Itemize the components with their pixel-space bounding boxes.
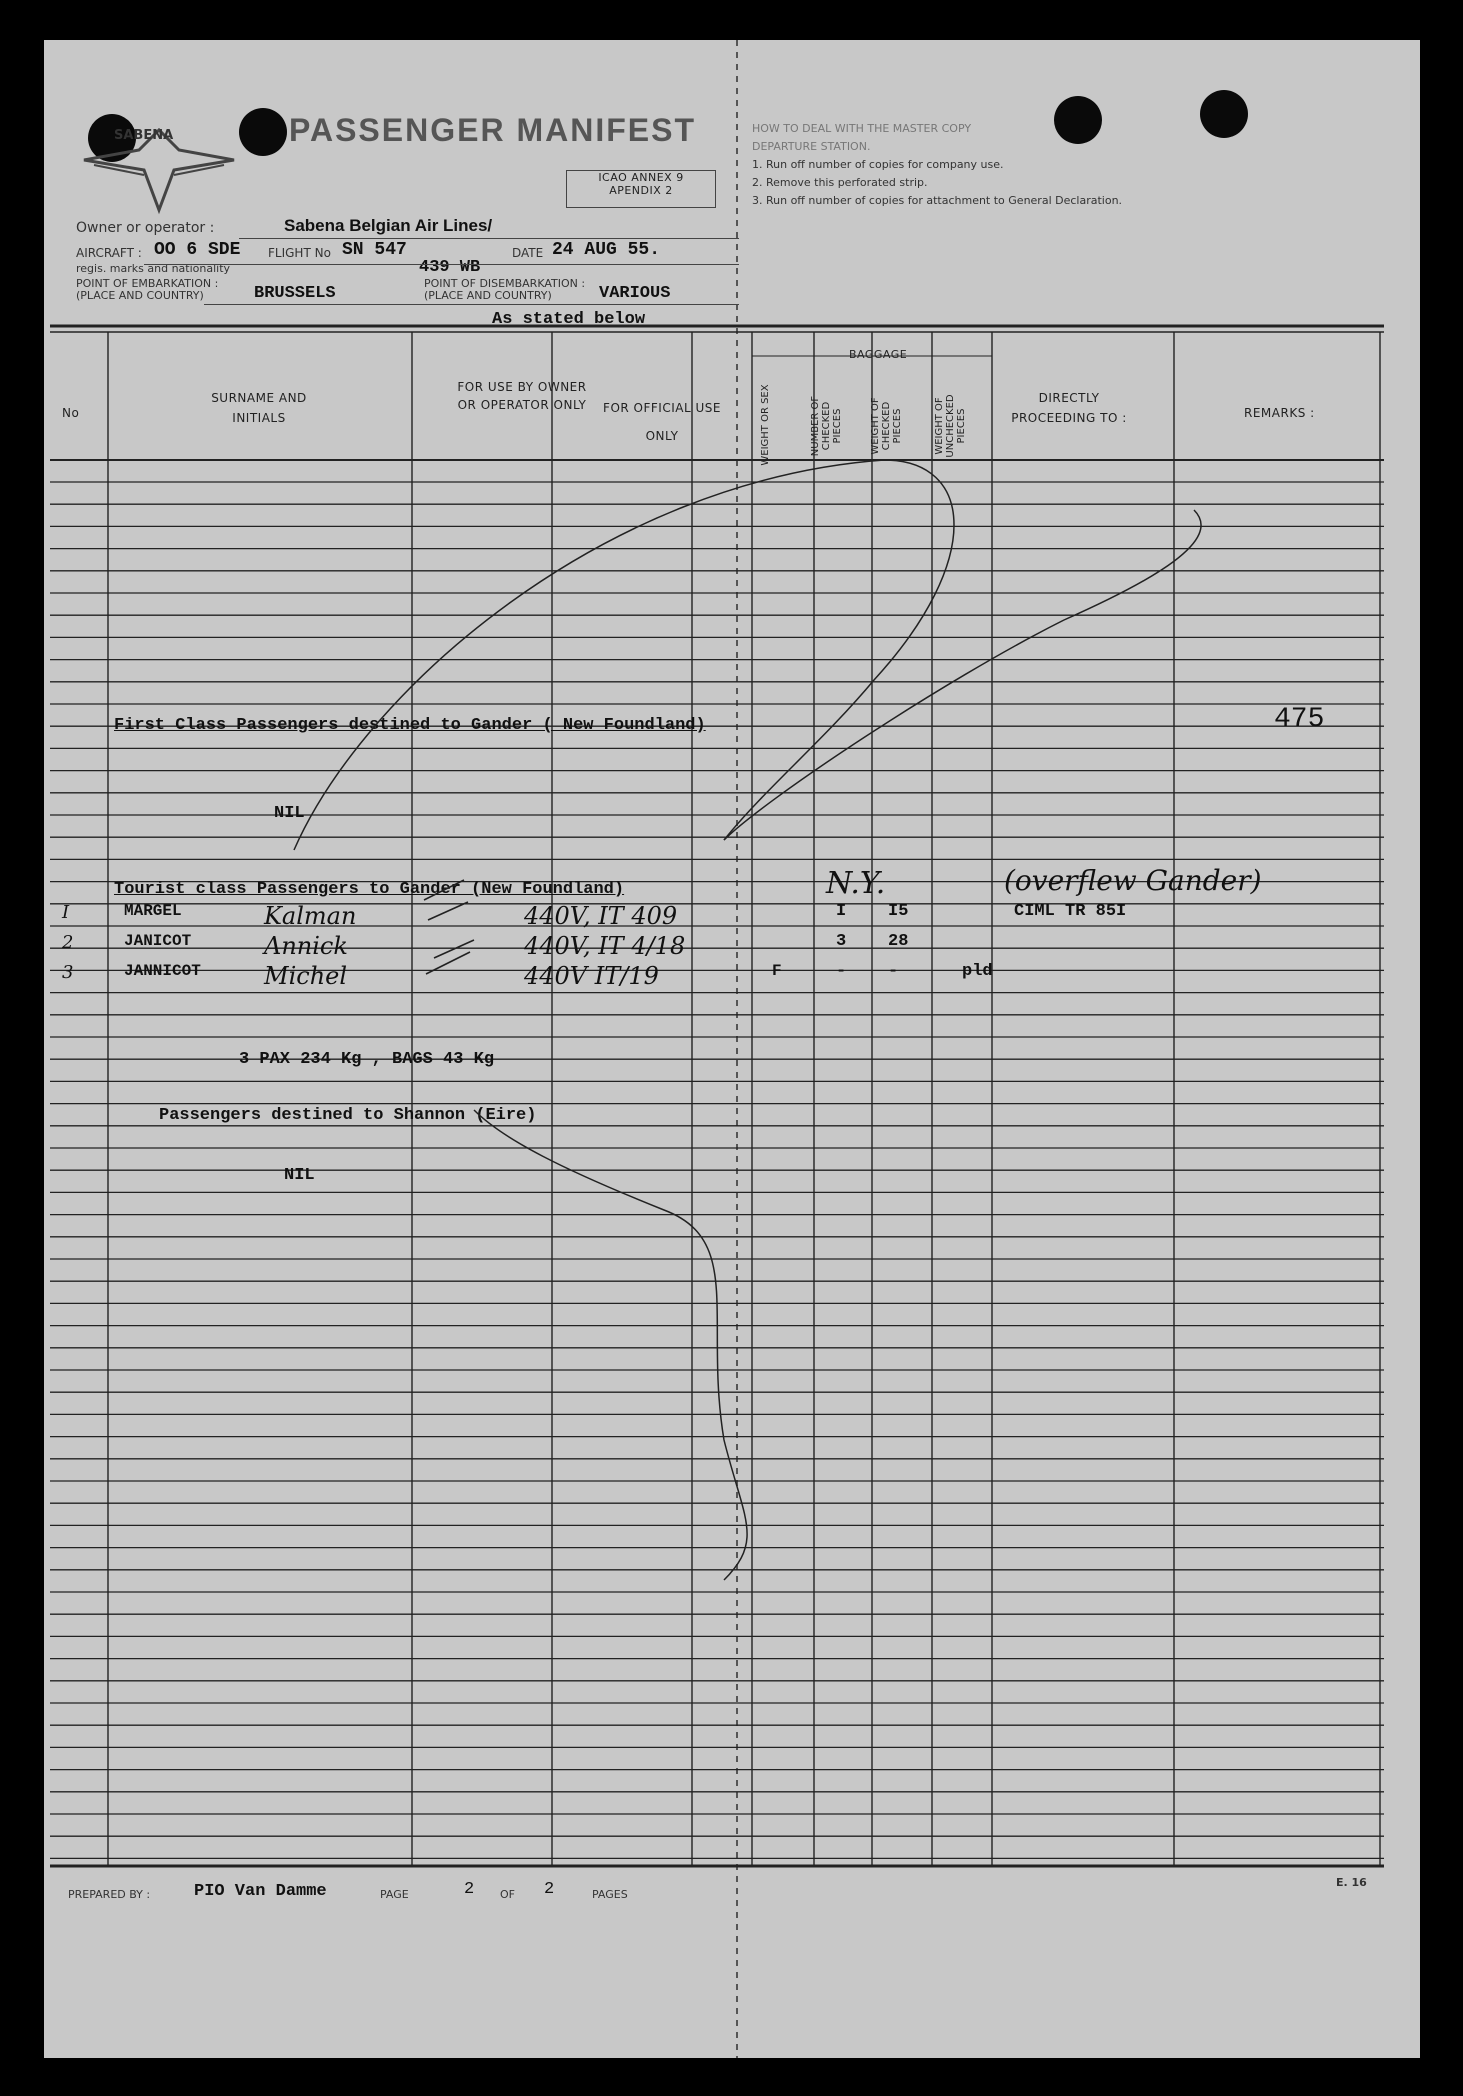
footer-pages-label: PAGES [592, 1888, 628, 1901]
footer-of-value: 2 [544, 1880, 555, 1899]
aircraft-label: AIRCRAFT : [76, 246, 142, 260]
flight-alt: 439 WB [419, 258, 481, 277]
flight-label: FLIGHT No [268, 246, 331, 260]
passenger-surname: MARGEL [124, 902, 182, 920]
disembark-value: VARIOUS [599, 284, 671, 303]
col-weight-checked: WEIGHT OF CHECKED PIECES [870, 397, 903, 455]
passenger-official: 440V, IT 4/18 [524, 932, 686, 960]
passenger-weight: 28 [888, 932, 909, 951]
passenger-initials: Annick [264, 932, 348, 960]
footer-prepared-label: PREPARED BY : [68, 1888, 151, 1901]
col-num-checked: NUMBER OF CHECKED PIECES [810, 395, 843, 457]
passenger-pieces: - [836, 962, 847, 981]
footer-of-label: OF [500, 1888, 515, 1901]
passenger-official: 440V IT/19 [524, 962, 659, 990]
col-owner-use: FOR USE BY OWNER OR OPERATOR ONLY [457, 380, 587, 412]
col-weight-sex: WEIGHT OR SEX [760, 384, 771, 466]
date-label: DATE [512, 246, 544, 260]
passenger-unchecked: pld [962, 962, 993, 981]
passenger-no: I [62, 902, 70, 923]
col-surname: SURNAME AND INITIALS [211, 391, 307, 425]
passenger-weight: I5 [888, 902, 909, 921]
passenger-initials: Kalman [264, 902, 357, 930]
footer-form-code: E. 16 [1336, 1876, 1367, 1889]
tourist-class-heading: Tourist class Passengers to Gander (New Foundland) [114, 880, 625, 899]
passenger-official: 440V, IT 409 [524, 902, 678, 930]
aircraft-sub: regis. marks and nationality [76, 262, 231, 275]
date-value: 24 AUG 55. [552, 240, 661, 260]
aircraft-value: OO 6 SDE [154, 240, 241, 260]
first-class-heading: First Class Passengers destined to Gander ( New Foundland) [114, 716, 706, 735]
owner-label: Owner or operator : [76, 220, 215, 236]
disembark-note: As stated below [492, 310, 646, 329]
passenger-pieces: 3 [836, 932, 847, 951]
nil-first-class: NIL [274, 804, 305, 823]
passenger-sex: F [772, 962, 782, 980]
logo-text: SABENA [114, 128, 174, 143]
col-remarks: REMARKS : [1244, 406, 1315, 420]
summary-line: 3 PAX 234 Kg , BAGS 43 Kg [239, 1050, 495, 1069]
col-official-use: FOR OFFICIAL USE ONLY [603, 401, 721, 443]
passenger-no: 2 [62, 932, 74, 953]
passenger-surname: JANNICOT [124, 962, 201, 980]
nil-shannon: NIL [284, 1166, 315, 1185]
remark-number: 475 [1274, 704, 1325, 735]
passenger-pieces: I [836, 902, 847, 921]
instructions: HOW TO DEAL WITH THE MASTER COPY DEPARTURE STATION. 1. Run off number of copies for company use. 2. Remove this perforated strip. 3. Run off number of copies for attachment to General Declaration. [752, 122, 1123, 207]
icao-box: ICAO ANNEX 9 APENDIX 2 [566, 170, 716, 208]
footer-prepared-value: PIO Van Damme [194, 1882, 327, 1901]
shannon-heading: Passengers destined to Shannon (Eire) [159, 1106, 537, 1125]
col-weight-unchecked: WEIGHT OF UNCHECKED PIECES [934, 394, 967, 458]
col-no: No [62, 406, 80, 420]
passenger-surname: JANICOT [124, 932, 192, 950]
owner-value: Sabena Belgian Air Lines/ [284, 216, 493, 235]
passenger-no: 3 [62, 962, 74, 983]
footer-page-label: PAGE [380, 1888, 409, 1901]
form-title: PASSENGER MANIFEST [289, 112, 696, 148]
col-baggage: BAGGAGE [849, 348, 908, 361]
flight-value: SN 547 [342, 240, 407, 260]
disembark-label: POINT OF DISEMBARKATION : (PLACE AND COUNTRY) [424, 277, 586, 302]
passenger-initials: Michel [264, 962, 348, 990]
manifest-page [44, 40, 1420, 2058]
embark-value: BRUSSELS [254, 284, 336, 303]
ny-handwritten: N.Y. [826, 866, 886, 901]
embark-label: POINT OF EMBARKATION : (PLACE AND COUNTRY) [76, 277, 219, 302]
passenger-weight: - [888, 962, 899, 981]
overflew-handwritten: (overflew Gander) [1004, 864, 1262, 897]
handwritten-scribbles [44, 40, 1420, 2058]
passenger-proceeding: CIML TR 85I [1014, 902, 1127, 921]
col-proceeding: DIRECTLY PROCEEDING TO : [1011, 391, 1127, 425]
footer-page-value: 2 [464, 1880, 475, 1899]
